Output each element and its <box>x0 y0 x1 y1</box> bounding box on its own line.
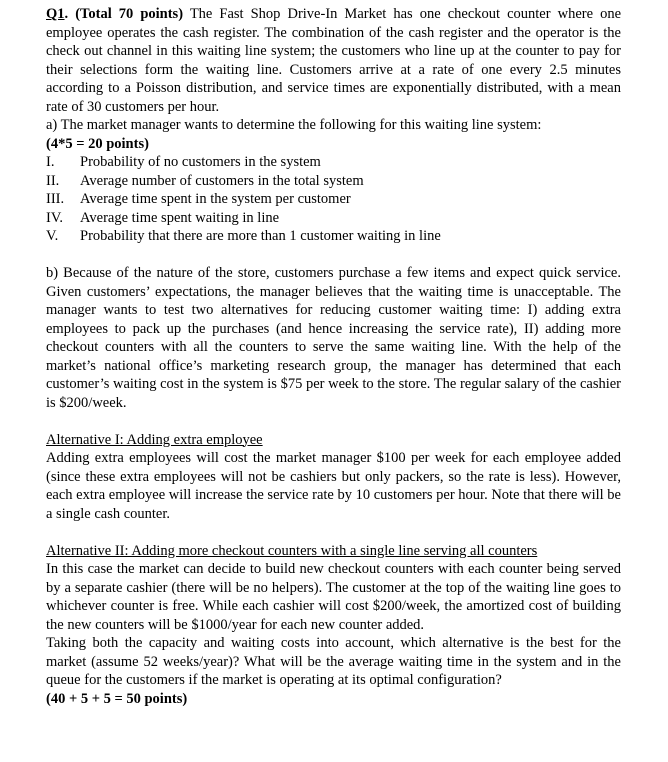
part-a-text: a) The market manager wants to determine the following for this waiting line system: <box>46 117 542 133</box>
list-item <box>46 227 621 246</box>
list-item <box>46 172 621 191</box>
list-item-number: II. <box>46 172 60 189</box>
list-item <box>46 209 621 228</box>
spacer <box>46 246 621 265</box>
alternative-1-heading: Alternative I: Adding extra employee <box>46 431 263 448</box>
list-item-text: Average number of customers in the total system <box>80 172 364 189</box>
spacer <box>46 412 621 431</box>
final-question-text: Taking both the capacity and waiting costs into account, which alternative is the best for the market (assume 52 weeks/year)? What will be the average waiting time in the system and in the queue for the customers if the market is operating at its optimal configuration? <box>46 635 621 688</box>
alternative-2-text: In this case the market can decide to build new checkout counters with each counter being served by a separate cashier (there will be no helpers). The customer at the top of the waiting line goes to whichever counter is free. While each cashier will cost $200/week, the amortized cost of building the new counters will be $1000/year for each new counter added. <box>46 561 621 633</box>
alternative-2-heading: Alternative II: Adding more checkout counters with a single line serving all counters <box>46 542 538 559</box>
list-item <box>46 153 621 172</box>
list-item-number: V. <box>46 228 59 244</box>
list-item-text: Average time spent in the system per customer <box>80 191 351 207</box>
question-points: . (Total 70 points) <box>64 6 184 22</box>
q1-intro-paragraph <box>46 5 621 116</box>
spacer <box>46 523 621 542</box>
part-a-list <box>46 153 621 246</box>
list-item-number: III. <box>46 191 65 207</box>
final-question-points: (40 + 5 + 5 = 50 points) <box>46 690 188 707</box>
part-a-points: (4*5 = 20 points) <box>46 135 149 152</box>
question-number: Q1 <box>46 6 65 22</box>
question-document <box>46 5 621 708</box>
list-item-number: IV. <box>46 209 64 226</box>
final-question-paragraph <box>46 634 621 708</box>
list-item-text: Probability that there are more than 1 customer waiting in line <box>80 228 441 244</box>
list-item <box>46 190 621 209</box>
question-intro-text: The Fast Shop Drive-In Market has one checkout counter where one employee operates the cash register. The combination of the cash register and the operator is the check out channel in this waiting line system; the customers who line up at the counter to pay for their selections form the waiting line. Customers arrive at a rate of one every 2.5 minutes according to a Poisson distribution, and service times are exponentially distributed, with a mean rate of 30 customers per hour. <box>46 6 622 115</box>
part-b-paragraph: b) Because of the nature of the store, customers purchase a few items and expect quick service. Given customers’ expectations, the manager believes that the waiting time is unacceptable. The manager wants to test two alternatives for reducing customer waiting time: I) adding extra employees to pack up the purchases (and hence increasing the service rate), II) adding more checkout counters with all the counters to serve the same waiting line. With the help of the market’s national office’s marketing research group, the manager has determined that each customer’s waiting cost in the system is $75 per week to the store. The regular salary of the cashier is $200/week. <box>46 265 621 411</box>
list-item-text: Average time spent waiting in line <box>80 209 280 226</box>
part-a-paragraph <box>46 116 621 153</box>
list-item-text: Probability of no customers in the system <box>80 154 321 170</box>
alternative-1-text: Adding extra employees will cost the market manager $100 per week for each employee added (since these extra employees will not be cashiers but only packers, so the rate is less). However, each extra employee will increase the service rate by 10 customers per hour. Note that there will be a single cash counter. <box>46 450 621 522</box>
list-item-number: I. <box>46 154 55 170</box>
